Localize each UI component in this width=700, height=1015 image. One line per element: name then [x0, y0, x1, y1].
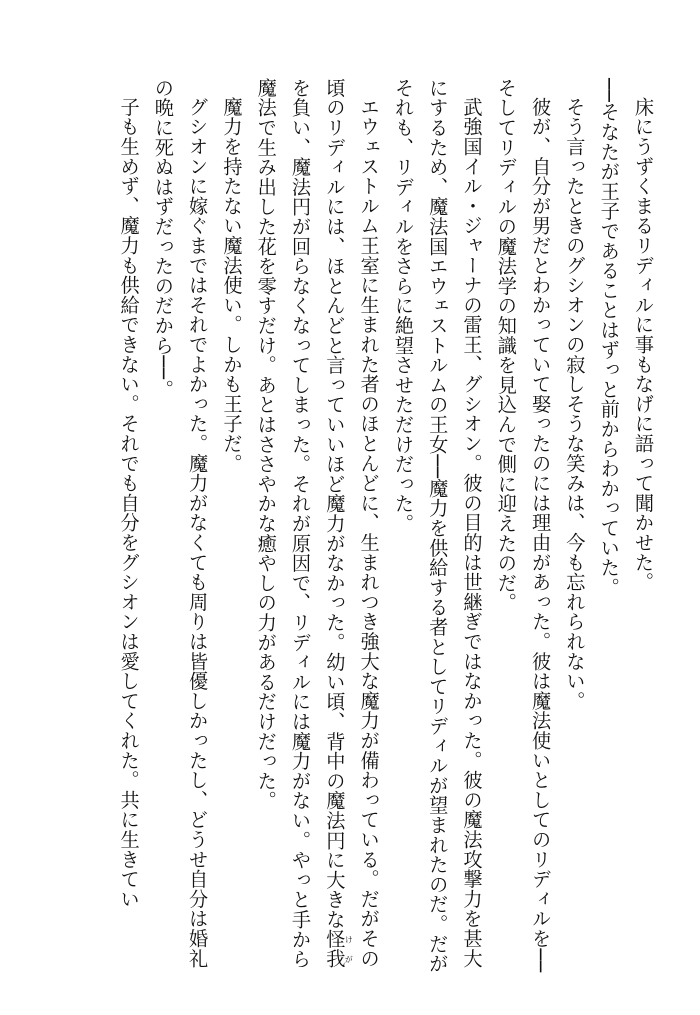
paragraph-9: 子も生めず、魔力も供給できない。それでも自分をグシオンは愛してくれた。共に生きてい — [117, 97, 141, 909]
ruby-base: 怪我 — [323, 929, 347, 970]
ruby-word — [323, 929, 354, 970]
paragraph-6-part-1: エウェストルム王室に生まれた者のほとんどに、生まれつき強大な魔力が備わっている。だがその頃のリディルには、ほとんどと言っていいほど魔力がなかった。幼い頃、背中の魔法円に大きな — [323, 78, 381, 969]
paragraph-6 — [248, 78, 385, 978]
paragraph-5: 武強国イル・ジャーナの雷王、グシオン。彼の目的は世継ぎではなかった。彼の魔法攻撃力を甚大にするため、魔法国エウェストルムの王女──魔力を供給する者としてリディルが望まれたのだ。だがそれも、リディルをさらに絶望させただけだった。 — [391, 78, 484, 974]
paragraph-2: ──そなたが王子であることはずっと前からわかっていた。 — [597, 78, 621, 598]
paragraph-6-part-2: を負い、魔法円が回らなくなってしまった。それが原因で、リディルには魔力がない。やっと手から魔法で生み出した花を零すだけ。あとはささやかな癒やしの力があるだけだった。 — [254, 78, 313, 969]
paragraph-7: 魔力を持たない魔法使い。しかも王子だ。 — [220, 97, 244, 474]
paragraph-4: 彼が、自分が男だとわかっていて娶ったのには理由があった。彼は魔法使いとしてのリディルを──そしてリディルの魔法学の知識を見込んで側に迎えたのだ。 — [494, 78, 553, 973]
ruby-reading: けが — [344, 929, 354, 969]
paragraph-1: 床にうずくまるリディルに事もなげに語って聞かせた。 — [632, 97, 655, 593]
paragraph-3: そう言ったときのグシオンの寂しそうな笑みは、今も忘れられない。 — [563, 97, 587, 711]
paragraph-8: グシオンに嫁ぐまではそれでよかった。魔力がなくても周りは皆優しかったし、どうせ自分は婚礼の晩に死ぬはずだったのだから──。 — [151, 78, 210, 969]
vertical-text-body — [111, 78, 660, 978]
